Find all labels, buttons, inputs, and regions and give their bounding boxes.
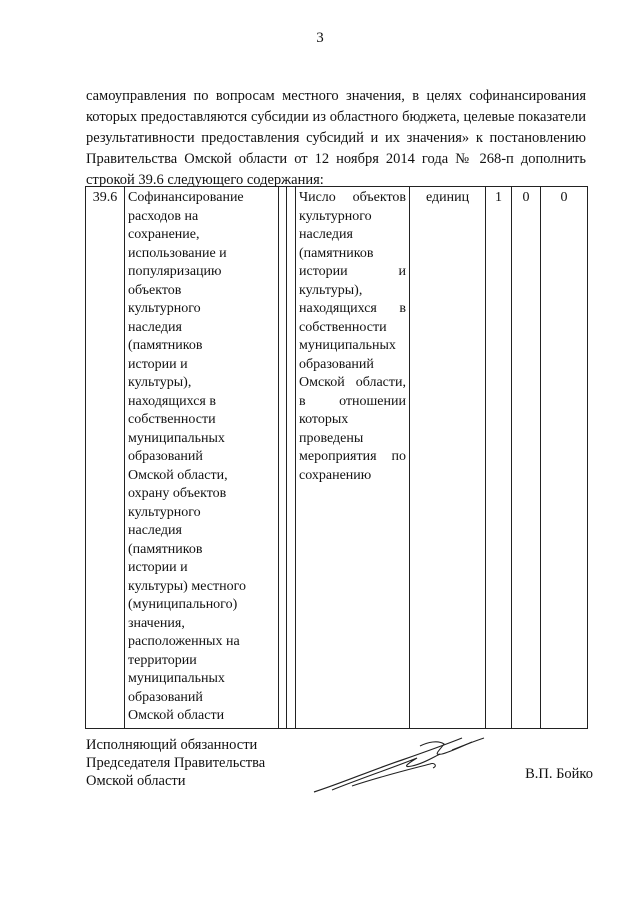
empty-cell bbox=[279, 187, 287, 729]
value-cell-1: 1 bbox=[486, 187, 512, 729]
description-text: Софинансирование расходов на сохранение, использование и популяризацию объектов культурного наследия (памятников истории и культуры), находящихся в собственности муниципальных образований Омской области, охрану объектов культурного наследия (памятников истории и культуры) местного (муниципального) значения, расположенных на территории муниципальных образований Омской области bbox=[128, 190, 246, 723]
description-cell bbox=[125, 187, 279, 729]
signatory-name: В.П. Бойко bbox=[525, 766, 593, 782]
indicator-cell bbox=[296, 187, 410, 729]
table-row bbox=[86, 187, 588, 729]
handwritten-signature bbox=[312, 728, 492, 798]
row-number-cell: 39.6 bbox=[86, 187, 125, 729]
value-cell-3: 0 bbox=[541, 187, 588, 729]
amendment-table bbox=[85, 186, 588, 729]
signatory-position: Исполняющий обязанности Председателя Правительства Омской области bbox=[86, 737, 266, 789]
intro-paragraph: самоуправления по вопросам местного значения, в целях софинансирования которых предоставляются субсидии из областного бюджета, целевые показатели результативности предоставления субсидий и их значения» к постановлению Правительства Омской области от 12 ноября 2014 года № 268-п дополнить строкой 39.6 следующего содержания: bbox=[86, 88, 586, 188]
value-cell-2: 0 bbox=[512, 187, 541, 729]
page-number: 3 bbox=[316, 30, 324, 46]
indicator-text: Число объектов культурного наследия (памятников истории и культуры), находящихся в собственности муниципальных образований Омской области, в отношении которых проведены мероприятия по сохранению bbox=[299, 190, 406, 483]
unit-cell: единиц bbox=[410, 187, 486, 729]
empty-cell bbox=[287, 187, 296, 729]
